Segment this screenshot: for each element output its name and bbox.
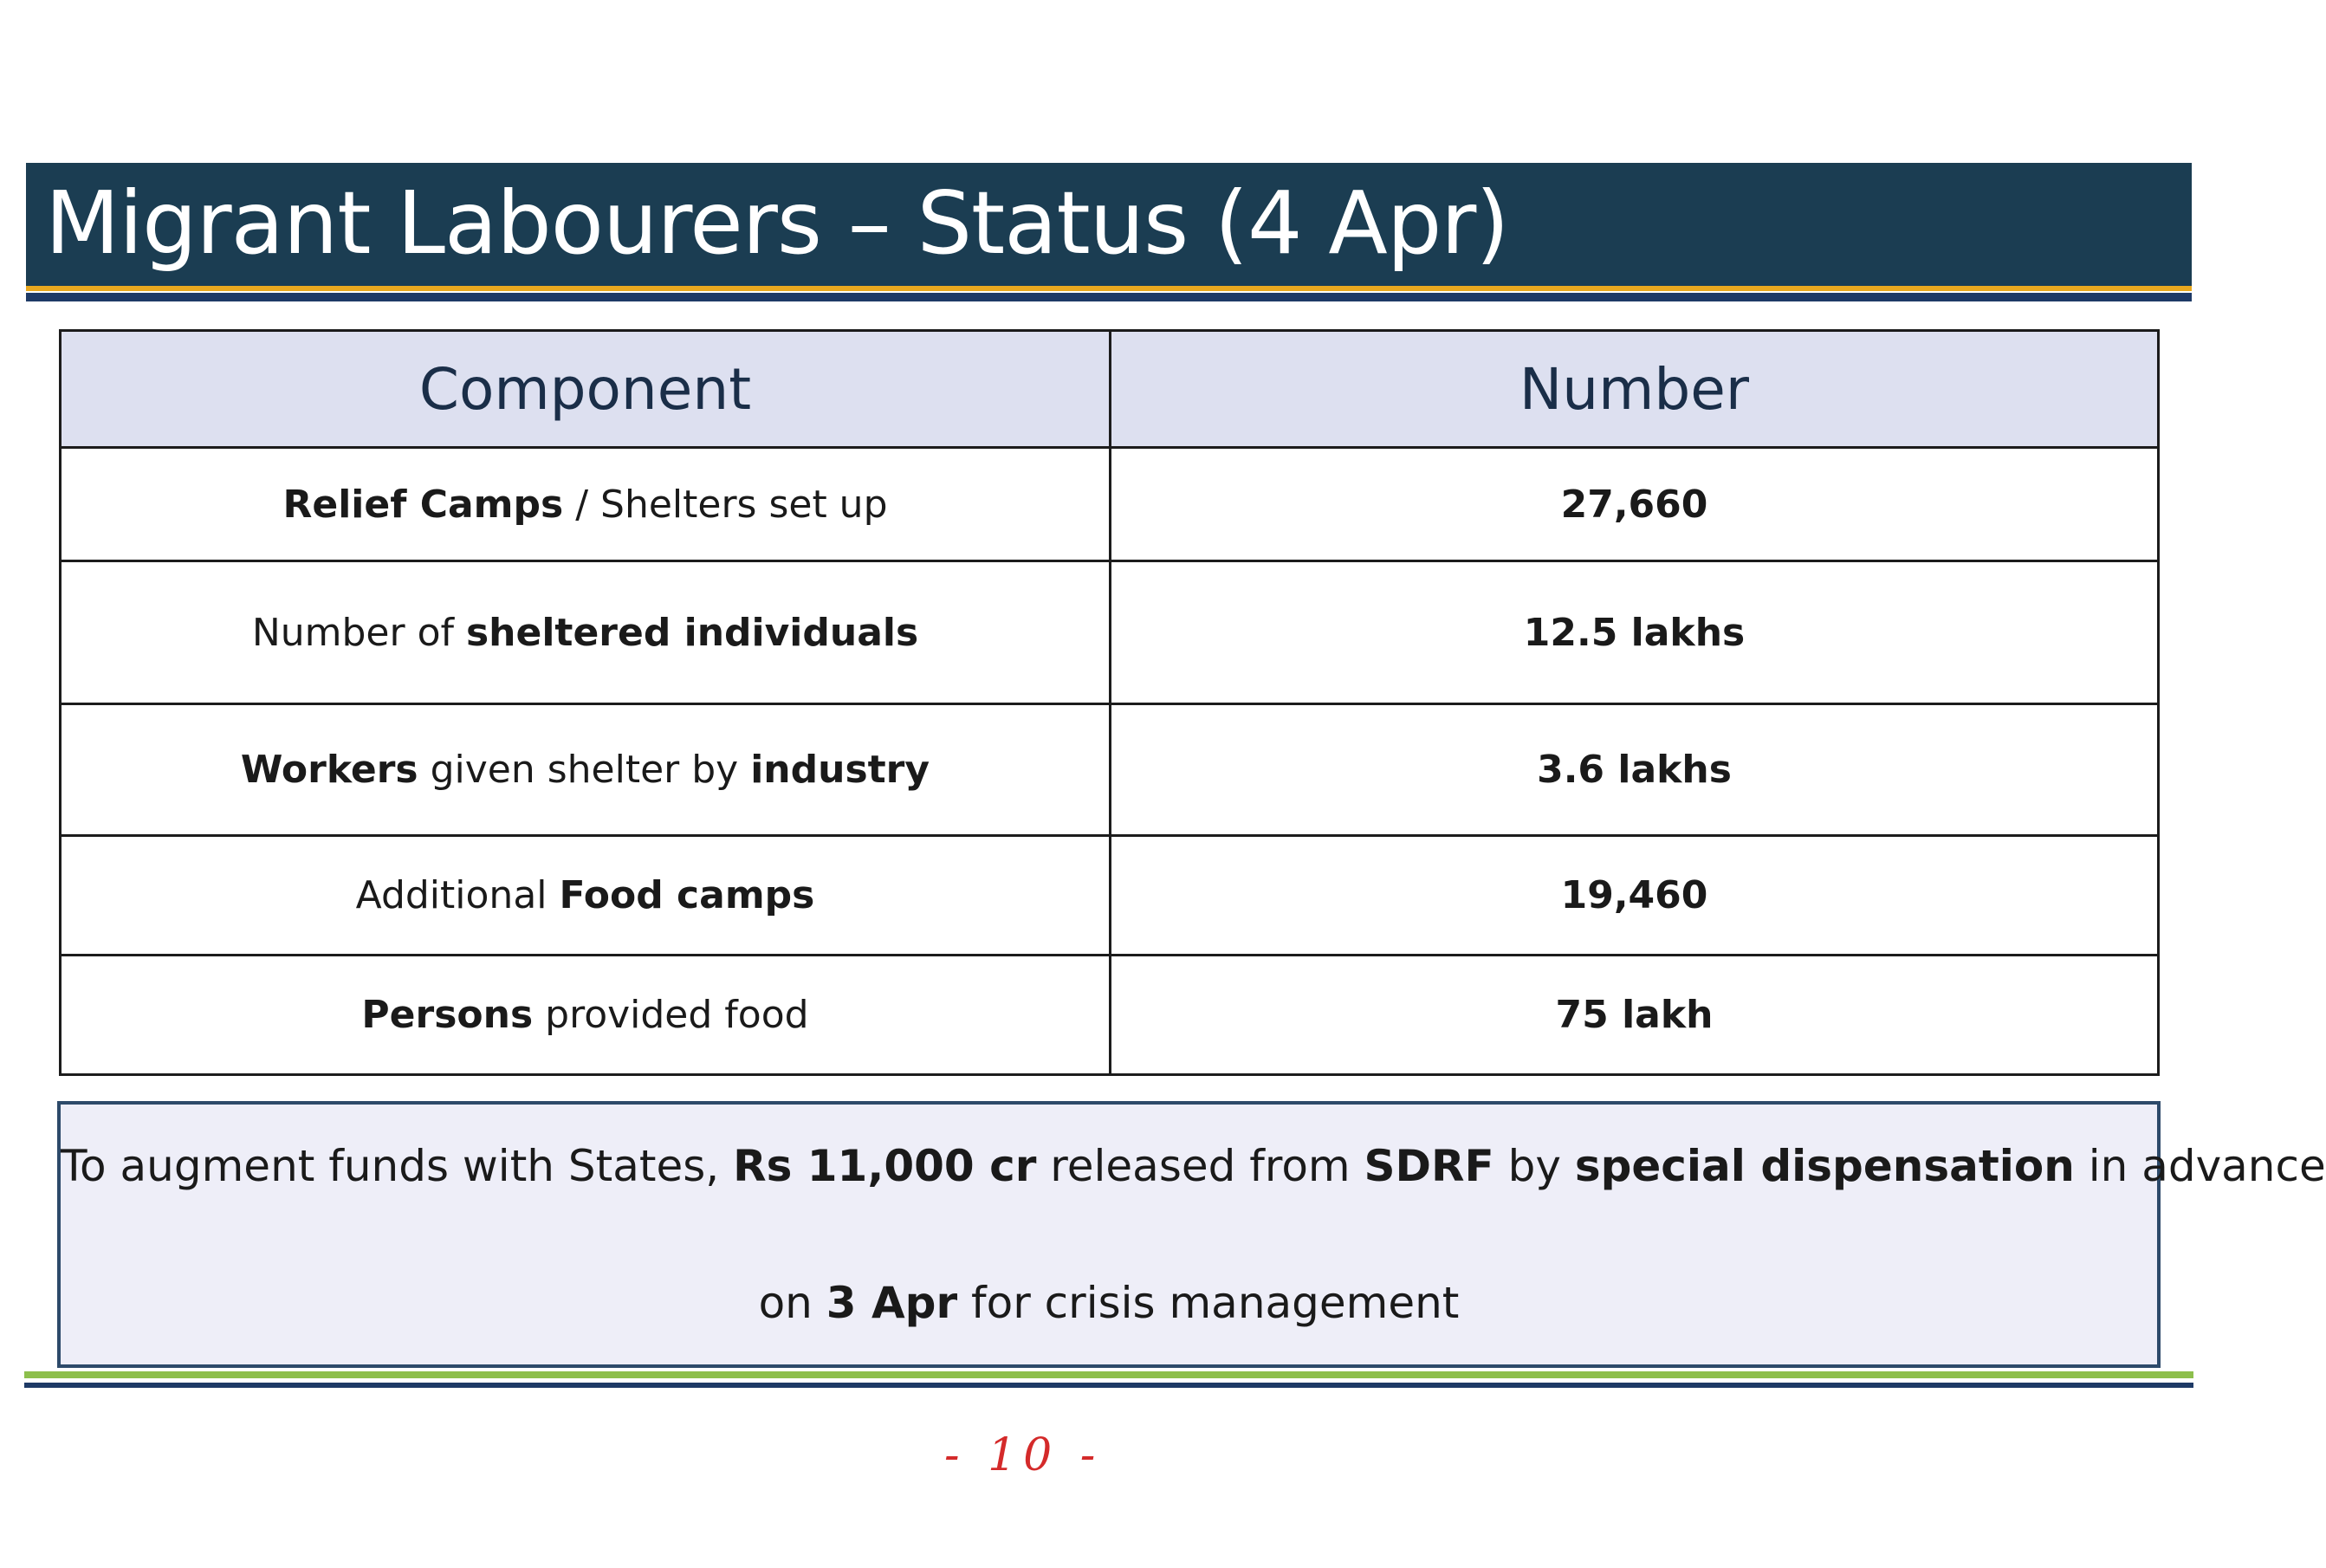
note-bold: 3 Apr (826, 1278, 958, 1328)
table-row (61, 836, 2159, 956)
status-table (59, 329, 2160, 1076)
note-text: by (1493, 1141, 1575, 1191)
table-row (61, 448, 2159, 561)
header-number: Number (1111, 331, 2159, 448)
number-cell: 3.6 lakhs (1111, 704, 2159, 836)
note-text: To augment funds with States, (61, 1141, 734, 1191)
component-bold: industry (750, 748, 930, 792)
table-row (61, 561, 2159, 704)
component-cell (61, 704, 1111, 836)
title-banner (26, 163, 2192, 286)
number-cell: 19,460 (1111, 836, 2159, 956)
page-title: Migrant Labourers – Status (4 Apr) (45, 172, 1509, 274)
component-text: Additional (355, 873, 560, 917)
table-row (61, 956, 2159, 1075)
note-line-2 (61, 1278, 2157, 1328)
component-bold: sheltered individuals (465, 610, 919, 655)
component-cell (61, 448, 1111, 561)
header-component: Component (61, 331, 1111, 448)
component-cell (61, 836, 1111, 956)
note-text: released from (1036, 1141, 1364, 1191)
table-row (61, 704, 2159, 836)
footer-navy-stripe (24, 1383, 2193, 1388)
table-header-row (61, 331, 2159, 448)
note-box (57, 1101, 2326, 1368)
title-navy-stripe (26, 293, 2192, 301)
note-bold: special dispensation (1574, 1141, 2075, 1191)
title-gold-stripe (26, 286, 2192, 291)
number-cell: 75 lakh (1111, 956, 2159, 1075)
component-bold: Workers (240, 748, 418, 792)
component-text: given shelter by (418, 748, 751, 792)
component-cell (61, 561, 1111, 704)
component-text: Number of (251, 610, 466, 655)
note-text: on (758, 1278, 826, 1328)
component-bold: Relief Camps (282, 482, 564, 527)
component-text: provided food (533, 993, 809, 1037)
footer-green-stripe (24, 1371, 2193, 1378)
component-bold: Food camps (559, 873, 815, 917)
note-line-1 (61, 1141, 2326, 1191)
note-text: in advance (2074, 1141, 2326, 1191)
note-bold: SDRF (1364, 1141, 1494, 1191)
note-bold: Rs 11,000 cr (733, 1141, 1037, 1191)
number-cell: 27,660 (1111, 448, 2159, 561)
component-bold: Persons (361, 993, 534, 1037)
page-number: - 10 - (944, 1429, 1103, 1481)
component-cell (61, 956, 1111, 1075)
component-text: / Shelters set up (563, 482, 888, 527)
note-text: for crisis management (957, 1278, 1460, 1328)
number-cell: 12.5 lakhs (1111, 561, 2159, 704)
